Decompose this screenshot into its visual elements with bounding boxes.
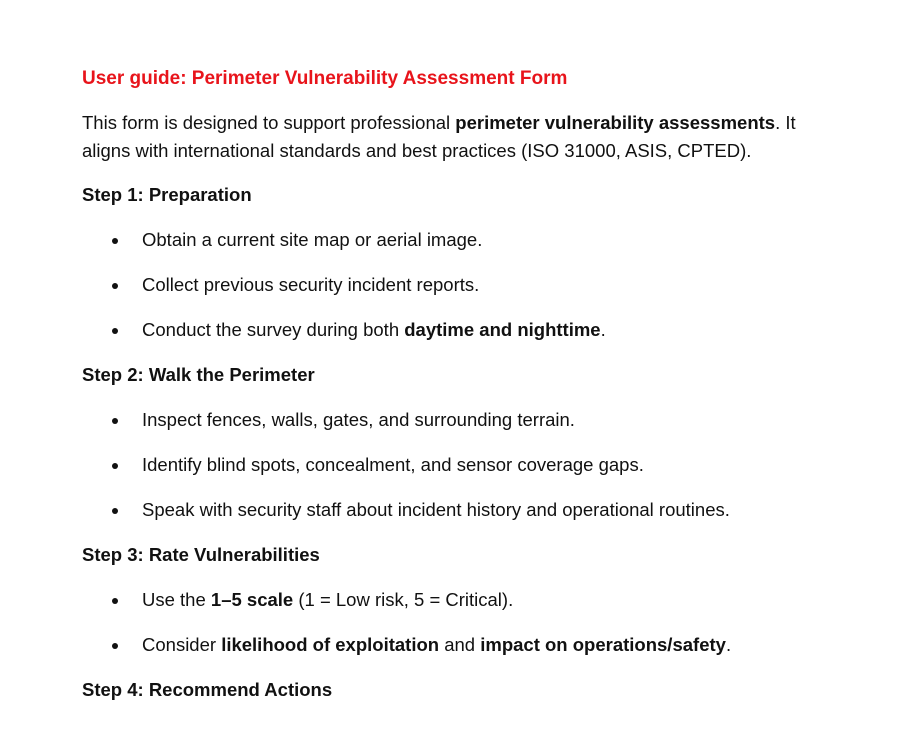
list-item-text: Conduct the survey during both xyxy=(142,319,405,340)
list-item-text: . xyxy=(600,319,606,340)
list-item-text: Consider xyxy=(142,634,222,655)
list-item-text: Collect previous security incident reports. xyxy=(142,274,480,295)
step-3-heading: Step 3: Rate Vulnerabilities xyxy=(82,544,320,565)
list-item xyxy=(82,495,822,525)
list-item-text: and xyxy=(439,634,481,655)
list-item-text: Use the xyxy=(142,589,211,610)
list-item xyxy=(82,315,822,345)
list-item-bold-text: likelihood of exploitation xyxy=(221,634,440,655)
list-item-text: Inspect fences, walls, gates, and surrounding terrain. xyxy=(142,409,575,430)
bullet-icon xyxy=(112,598,118,604)
bullet-icon xyxy=(112,418,118,424)
bullet-icon xyxy=(112,463,118,469)
step-2-heading: Step 2: Walk the Perimeter xyxy=(82,364,315,385)
intro-paragraph xyxy=(82,109,822,165)
list-item xyxy=(82,630,822,660)
document-title: User guide: Perimeter Vulnerability Assessment Form xyxy=(82,68,568,89)
list-item xyxy=(82,405,822,435)
list-item-bold-text: 1–5 scale xyxy=(210,589,294,610)
list-item-text: . xyxy=(725,634,732,655)
step-1-list xyxy=(82,225,822,345)
bullet-icon xyxy=(112,508,118,514)
list-item xyxy=(82,225,822,255)
list-item-text: Identify blind spots, concealment, and sensor coverage gaps. xyxy=(142,454,644,475)
step-4-heading: Step 4: Recommend Actions xyxy=(82,679,333,700)
intro-bold-text: perimeter vulnerability assessments xyxy=(455,112,776,133)
bullet-icon xyxy=(112,643,118,649)
step-2-list xyxy=(82,405,822,525)
list-item xyxy=(82,270,822,300)
bullet-icon xyxy=(112,283,118,289)
bullet-icon xyxy=(112,328,118,334)
step-3-list xyxy=(82,585,822,660)
intro-text-1: This form is designed to support professional xyxy=(82,112,456,133)
document-body xyxy=(82,64,822,720)
list-item-text: (1 = Low risk, 5 = Critical). xyxy=(293,589,514,610)
list-item-bold-text: impact on operations/safety xyxy=(480,634,726,655)
list-item xyxy=(82,450,822,480)
list-item-text: Speak with security staff about incident history and operational routines. xyxy=(142,499,730,520)
bullet-icon xyxy=(112,238,118,244)
list-item-text: Obtain a current site map or aerial image. xyxy=(142,229,483,250)
step-1-heading: Step 1: Preparation xyxy=(82,184,252,205)
list-item xyxy=(82,585,822,615)
list-item-bold-text: daytime and nighttime xyxy=(404,319,601,340)
intro-text-2: . It aligns with international standards and best practices (ISO 31000, ASIS, CPTED). xyxy=(82,112,796,161)
